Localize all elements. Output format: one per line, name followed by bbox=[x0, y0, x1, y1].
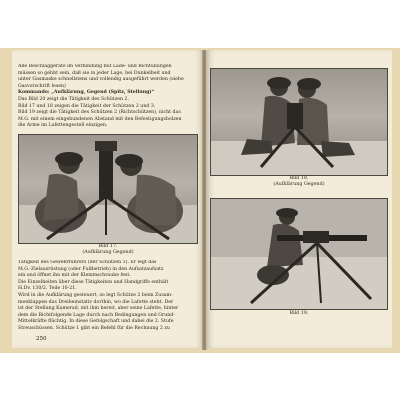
text-line: M.G.-Zielausrüstung (oder Fußbetrieb) in den Aufsatzaufsatz bbox=[18, 266, 164, 272]
text-line: dem die Richtfolgende Lage durch nach Bedingungen und Grund- bbox=[18, 312, 175, 318]
text-line: Mittelkräfte flüchtig. In diese Gefolgschaft und dabei die 2. Stufe bbox=[18, 319, 174, 325]
text-line: M.G. mit einem eingebundenen Abstand mit den Befestigungsbolzen bbox=[18, 116, 182, 122]
text-line: Alle Beschlaggeräte im Verbindung mit Lade- und Richtübungen bbox=[18, 64, 172, 69]
figure-18-caption bbox=[206, 176, 392, 188]
gunner-on-tripod-photo bbox=[211, 199, 387, 309]
right-page bbox=[206, 50, 392, 348]
left-page-text-bottom bbox=[18, 260, 198, 333]
command-line: Kommando: „Aufklärung, Gegend (Spitz, Stellung)“ bbox=[18, 90, 155, 96]
machine-gun-crew-photo bbox=[19, 135, 197, 243]
text-line: Die Einzelheiten über diese Tätigkeiten und Handgriffe enthält bbox=[18, 279, 169, 285]
text-line: Bild 19 zeigt die Tätigkeit des Schützen 2 (Richtschützen), nicht das bbox=[18, 110, 181, 116]
caption-number: Bild 17. bbox=[98, 244, 118, 249]
photo-figure-17 bbox=[18, 134, 198, 244]
caption-number: Bild 18. bbox=[289, 176, 309, 181]
text-line: die Arme im Lafettengestell einzigen. bbox=[18, 123, 108, 129]
left-page bbox=[12, 50, 204, 348]
left-page-text-top bbox=[18, 64, 198, 130]
kneeling-crew-photo bbox=[211, 69, 387, 175]
photo-figure-18 bbox=[210, 68, 388, 176]
text-line: Wird in die Aufklärung gesteuert, so legt Schütze 2 beim Zusam- bbox=[18, 292, 173, 298]
text-line: ein und öffnet ihn mit der Klemmschraube fest. bbox=[18, 273, 131, 279]
text-line: Das Bild 20 zeigt die Tätigkeit des Schützen 2. bbox=[18, 96, 130, 102]
text-line: Streuschüssen. Schütze 1 gibt ein Befehl für die Rechnung 2 zu bbox=[18, 325, 170, 331]
text-line: menklappen das Dreibeinstativ dorthin, wo die Lafette steht. Der bbox=[18, 299, 174, 305]
figure-19-caption bbox=[206, 311, 392, 317]
text-line: unter Gasmaske schnellstens und vollendig ausgeführt werden (siehe bbox=[18, 77, 184, 83]
photo-figure-19 bbox=[210, 198, 388, 310]
text-line: Tätigkeit des Gewehrführers (der Schützen 1). Er legt das bbox=[18, 260, 157, 265]
caption-subtitle: (Aufklärung Gegend) bbox=[82, 250, 134, 255]
text-line: Gasvorschrift lesen) bbox=[18, 83, 66, 89]
text-line: müssen so gehbt sein, daß sie in jeder Lage, bei Dunkelheit und bbox=[18, 70, 171, 76]
figure-17-caption bbox=[12, 244, 204, 256]
text-line: Bild 17 und 18 zeigen die Tätigkeit der Schützen 2 und 3. bbox=[18, 103, 156, 109]
text-line: H.Dv. 130/2. Teile 10-21. bbox=[18, 286, 77, 292]
text-line: ist der Stellung Kamerad, mit ihm bereit, aber seine Lafette, hinter bbox=[18, 306, 179, 312]
caption-subtitle: (Aufklärung Gegend) bbox=[273, 182, 325, 187]
caption-number: Bild 19. bbox=[289, 311, 309, 316]
left-page-number: 250 bbox=[36, 336, 47, 342]
